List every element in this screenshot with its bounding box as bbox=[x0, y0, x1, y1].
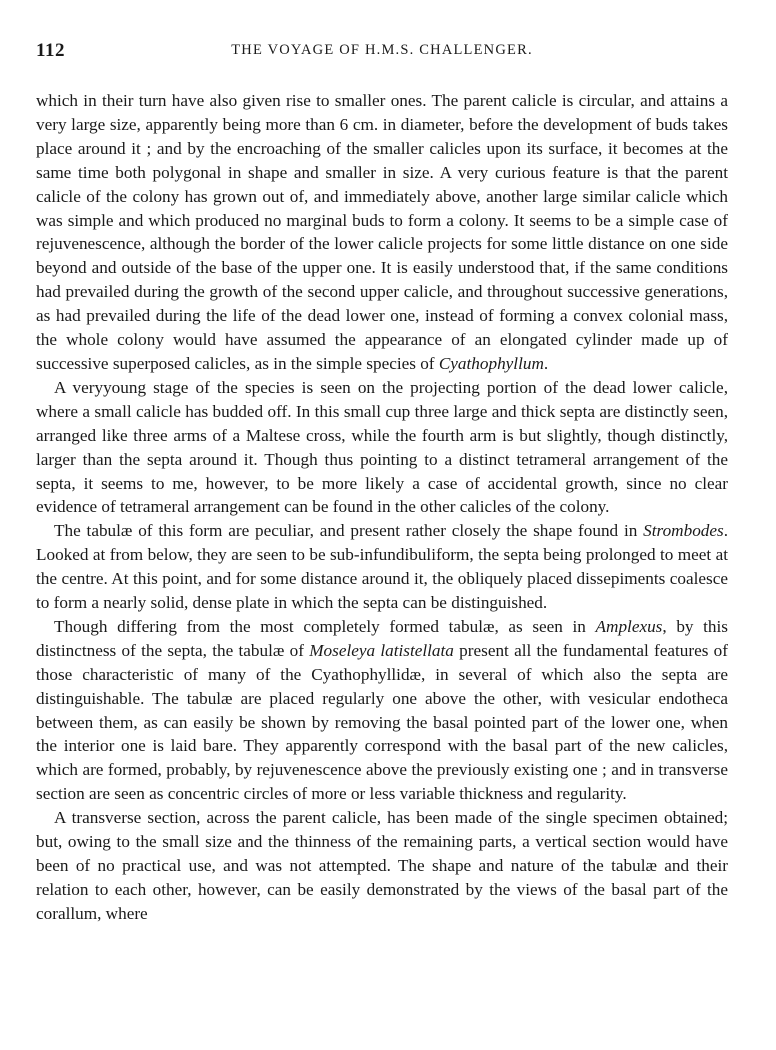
body-text bbox=[36, 89, 728, 926]
document-page bbox=[36, 40, 728, 926]
paragraph-text: present all the fundamental features of those characteristic of many of the Cyathophyllidæ, in several of which also the septa are distinguishable. The tabulæ are placed regularly one above the other, with vesicular endotheca between them, as can easily be shown by removing the basal pointed part of the lower one, when the interior one is laid bare. They apparently correspond with the basal part of the new calicles, which are formed, probably, by rejuvenescence above the previously existing one ; and in transverse section are seen as concentric circles of more or less variable thickness and regularity. bbox=[36, 640, 729, 804]
italic-term: Strombodes bbox=[643, 521, 724, 541]
paragraph-text: Though differing from the most completely formed tabulæ, as seen in bbox=[54, 616, 596, 636]
paragraph bbox=[36, 806, 728, 926]
paragraph-text: . bbox=[543, 353, 549, 373]
paragraph bbox=[36, 519, 728, 615]
paragraph-text: A transverse section, across the parent calicle, has been made of the single specimen obtained; but, owing to the small size and the thinness of the remaining parts, a vertical section would have been of no practical use, and was not attempted. The shape and nature of the tabulæ and their relation to each other, however, can be easily demonstrated by the views of the basal part of the corallum, where bbox=[36, 808, 728, 923]
italic-term: Amplexus bbox=[595, 616, 663, 636]
italic-term: Moseleya latistellata bbox=[309, 640, 454, 660]
page-number: 112 bbox=[36, 40, 65, 61]
paragraph bbox=[36, 376, 728, 519]
paragraph-text: The tabulæ of this form are peculiar, and present rather closely the shape found in bbox=[54, 521, 644, 541]
page-header bbox=[36, 40, 728, 68]
running-title: THE VOYAGE OF H.M.S. CHALLENGER. bbox=[231, 42, 533, 58]
paragraph bbox=[36, 615, 728, 806]
paragraph bbox=[36, 89, 728, 376]
italic-term: Cyathophyllum bbox=[438, 353, 544, 373]
paragraph-text: , by this distinctness of the septa, the tabulæ of bbox=[36, 616, 728, 660]
paragraph-text: A veryyoung stage of the species is seen on the projecting portion of the dead lower calicle, where a small calicle has budded off. In this small cup three large and thick septa are distinctly seen, arranged like three arms of a Maltese cross, while the fourth arm is but slightly, though distinctly, larger than the septa around it. Though thus pointing to a distinct tetrameral arrangement of the septa, it seems to me, however, to be more likely a case of accidental growth, since no clear evidence of tetrameral arrangement can be found in the other calicles of the colony. bbox=[36, 377, 728, 517]
paragraph-text: . Looked at from below, they are seen to be sub-infundibuliform, the septa being prolonged to meet at the centre. At this point, and for some distance around it, the obliquely placed dissepiments coalesce to form a nearly solid, dense plate in which the septa can be distinguished. bbox=[36, 521, 728, 613]
paragraph-text: which in their turn have also given rise to smaller ones. The parent calicle is circular, and attains a very large size, apparently being more than 6 cm. in diameter, before the development of buds takes place around it ; and by the encroaching of the smaller calicles upon its surface, it becomes at the same time both polygonal in shape and smaller in size. A very curious feature is that the parent calicle of the colony has grown out of, and immediately above, another large similar calicle which was simple and which produced no marginal buds to form a colony. It seems to be a simple case of rejuvenescence, although the border of the lower calicle projects for some little distance on one side beyond and outside of the base of the upper one. It is easily understood that, if the same conditions had prevailed during the growth of the second upper calicle, and throughout successive generations, as had prevailed during the life of the dead lower one, instead of forming a convex colonial mass, the whole colony would have assumed the appearance of an elongated cylinder made up of successive superposed calicles, as in the simple species of bbox=[36, 91, 728, 373]
